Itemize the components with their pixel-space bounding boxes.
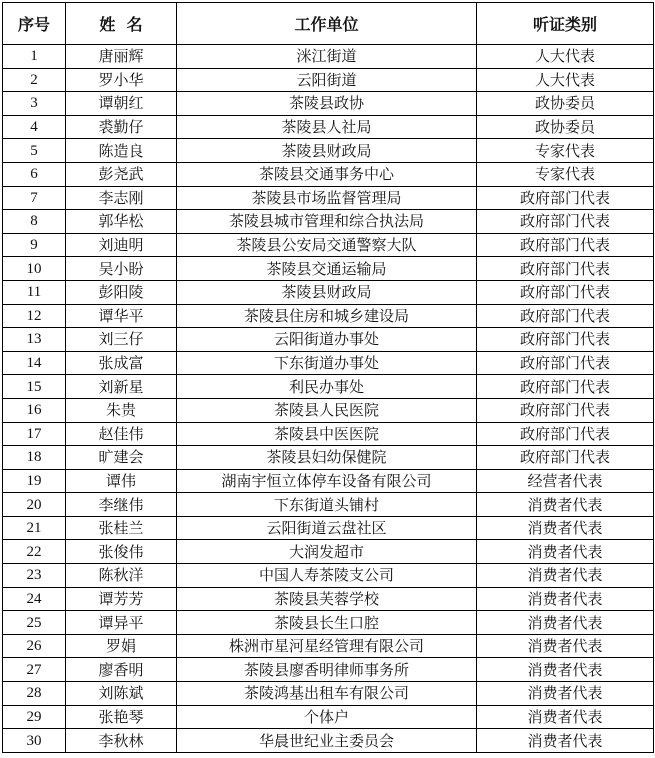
cell-type: 人大代表 xyxy=(477,45,654,69)
cell-no: 12 xyxy=(3,304,66,328)
cell-unit: 茶陵县中医医院 xyxy=(177,422,477,446)
cell-name: 张成富 xyxy=(66,351,177,375)
cell-name: 廖香明 xyxy=(66,658,177,682)
table-row xyxy=(3,210,654,234)
cell-type: 政府部门代表 xyxy=(477,328,654,352)
cell-no: 15 xyxy=(3,375,66,399)
cell-unit: 大润发超市 xyxy=(177,540,477,564)
cell-no: 25 xyxy=(3,611,66,635)
cell-no: 13 xyxy=(3,328,66,352)
table-row xyxy=(3,92,654,116)
cell-unit: 下东街道头铺村 xyxy=(177,493,477,517)
cell-type: 政协委员 xyxy=(477,115,654,139)
cell-type: 政府部门代表 xyxy=(477,351,654,375)
cell-no: 29 xyxy=(3,705,66,729)
cell-no: 8 xyxy=(3,210,66,234)
header-no: 序号 xyxy=(3,3,66,45)
cell-name: 谭芳芳 xyxy=(66,587,177,611)
cell-unit: 茶陵县市场监督管理局 xyxy=(177,186,477,210)
cell-unit: 云阳街道云盘社区 xyxy=(177,516,477,540)
cell-unit: 茶陵县人民医院 xyxy=(177,398,477,422)
cell-name: 彭尧武 xyxy=(66,162,177,186)
cell-name: 罗娟 xyxy=(66,634,177,658)
cell-name: 旷建会 xyxy=(66,446,177,470)
cell-unit: 茶陵县芙蓉学校 xyxy=(177,587,477,611)
cell-unit: 茶陵县财政局 xyxy=(177,280,477,304)
table-row xyxy=(3,186,654,210)
cell-no: 7 xyxy=(3,186,66,210)
header-unit: 工作单位 xyxy=(177,3,477,45)
cell-type: 消费者代表 xyxy=(477,729,654,753)
cell-type: 消费者代表 xyxy=(477,682,654,706)
cell-unit: 茶陵县政协 xyxy=(177,92,477,116)
cell-no: 17 xyxy=(3,422,66,446)
cell-type: 政府部门代表 xyxy=(477,446,654,470)
cell-unit: 茶陵县交通运输局 xyxy=(177,257,477,281)
hearing-participants-table xyxy=(2,2,654,753)
cell-no: 5 xyxy=(3,139,66,163)
table-row xyxy=(3,328,654,352)
cell-unit: 茶陵县财政局 xyxy=(177,139,477,163)
table-row xyxy=(3,68,654,92)
cell-name: 罗小华 xyxy=(66,68,177,92)
cell-unit: 下东街道办事处 xyxy=(177,351,477,375)
cell-unit: 云阳街道 xyxy=(177,68,477,92)
cell-type: 政府部门代表 xyxy=(477,210,654,234)
cell-type: 消费者代表 xyxy=(477,493,654,517)
cell-unit: 茶陵县城市管理和综合执法局 xyxy=(177,210,477,234)
table-row xyxy=(3,422,654,446)
cell-no: 30 xyxy=(3,729,66,753)
table-row xyxy=(3,729,654,753)
cell-name: 唐丽辉 xyxy=(66,45,177,69)
cell-no: 21 xyxy=(3,516,66,540)
cell-unit: 个体户 xyxy=(177,705,477,729)
table-row xyxy=(3,658,654,682)
cell-no: 20 xyxy=(3,493,66,517)
table-row xyxy=(3,45,654,69)
cell-name: 郭华松 xyxy=(66,210,177,234)
table-row xyxy=(3,351,654,375)
cell-name: 陈秋洋 xyxy=(66,564,177,588)
cell-no: 6 xyxy=(3,162,66,186)
cell-no: 11 xyxy=(3,280,66,304)
cell-name: 李继伟 xyxy=(66,493,177,517)
cell-type: 政府部门代表 xyxy=(477,304,654,328)
cell-name: 张俊伟 xyxy=(66,540,177,564)
cell-no: 28 xyxy=(3,682,66,706)
cell-type: 政府部门代表 xyxy=(477,186,654,210)
cell-name: 李志刚 xyxy=(66,186,177,210)
cell-type: 政府部门代表 xyxy=(477,233,654,257)
cell-no: 26 xyxy=(3,634,66,658)
cell-name: 裘勤仔 xyxy=(66,115,177,139)
cell-name: 朱贵 xyxy=(66,398,177,422)
table-row xyxy=(3,469,654,493)
cell-unit: 茶陵县交通事务中心 xyxy=(177,162,477,186)
cell-type: 消费者代表 xyxy=(477,611,654,635)
cell-type: 消费者代表 xyxy=(477,587,654,611)
table-row xyxy=(3,398,654,422)
cell-unit: 茶陵县廖香明律师事务所 xyxy=(177,658,477,682)
cell-no: 27 xyxy=(3,658,66,682)
cell-name: 刘新星 xyxy=(66,375,177,399)
table-row xyxy=(3,446,654,470)
cell-type: 消费者代表 xyxy=(477,705,654,729)
cell-unit: 茶陵鸿基出租车有限公司 xyxy=(177,682,477,706)
table-row xyxy=(3,493,654,517)
cell-name: 陈造良 xyxy=(66,139,177,163)
cell-type: 消费者代表 xyxy=(477,564,654,588)
cell-unit: 云阳街道办事处 xyxy=(177,328,477,352)
table-row xyxy=(3,564,654,588)
cell-no: 23 xyxy=(3,564,66,588)
cell-name: 刘陈斌 xyxy=(66,682,177,706)
cell-name: 谭华平 xyxy=(66,304,177,328)
cell-unit: 湖南宇恒立体停车设备有限公司 xyxy=(177,469,477,493)
cell-no: 2 xyxy=(3,68,66,92)
cell-type: 人大代表 xyxy=(477,68,654,92)
cell-unit: 茶陵县妇幼保健院 xyxy=(177,446,477,470)
cell-no: 24 xyxy=(3,587,66,611)
cell-unit: 洣江街道 xyxy=(177,45,477,69)
cell-type: 消费者代表 xyxy=(477,516,654,540)
cell-name: 张桂兰 xyxy=(66,516,177,540)
cell-type: 政府部门代表 xyxy=(477,280,654,304)
cell-unit: 利民办事处 xyxy=(177,375,477,399)
cell-unit: 茶陵县公安局交通警察大队 xyxy=(177,233,477,257)
cell-no: 18 xyxy=(3,446,66,470)
cell-type: 消费者代表 xyxy=(477,634,654,658)
cell-unit: 株洲市星河星经管理有限公司 xyxy=(177,634,477,658)
cell-name: 刘迪明 xyxy=(66,233,177,257)
cell-name: 张艳琴 xyxy=(66,705,177,729)
cell-name: 李秋林 xyxy=(66,729,177,753)
cell-no: 1 xyxy=(3,45,66,69)
cell-type: 专家代表 xyxy=(477,162,654,186)
cell-unit: 茶陵县长生口腔 xyxy=(177,611,477,635)
table-row xyxy=(3,611,654,635)
table-row xyxy=(3,233,654,257)
table-body xyxy=(3,45,654,753)
cell-name: 刘三仔 xyxy=(66,328,177,352)
table-row xyxy=(3,682,654,706)
cell-type: 消费者代表 xyxy=(477,658,654,682)
table-row xyxy=(3,162,654,186)
cell-unit: 中国人寿茶陵支公司 xyxy=(177,564,477,588)
cell-type: 消费者代表 xyxy=(477,540,654,564)
cell-no: 3 xyxy=(3,92,66,116)
cell-name: 赵佳伟 xyxy=(66,422,177,446)
cell-name: 彭阳陵 xyxy=(66,280,177,304)
cell-type: 专家代表 xyxy=(477,139,654,163)
cell-type: 政府部门代表 xyxy=(477,257,654,281)
table-row xyxy=(3,516,654,540)
header-type: 听证类别 xyxy=(477,3,654,45)
table-row xyxy=(3,115,654,139)
cell-type: 经营者代表 xyxy=(477,469,654,493)
cell-no: 22 xyxy=(3,540,66,564)
cell-name: 谭伟 xyxy=(66,469,177,493)
table-row xyxy=(3,257,654,281)
cell-type: 政协委员 xyxy=(477,92,654,116)
cell-name: 吴小盼 xyxy=(66,257,177,281)
table-row xyxy=(3,634,654,658)
table-row xyxy=(3,375,654,399)
cell-name: 谭朝红 xyxy=(66,92,177,116)
cell-unit: 华晨世纪业主委员会 xyxy=(177,729,477,753)
table-header-row xyxy=(3,3,654,45)
table-row xyxy=(3,280,654,304)
cell-type: 政府部门代表 xyxy=(477,422,654,446)
cell-unit: 茶陵县人社局 xyxy=(177,115,477,139)
table-row xyxy=(3,139,654,163)
cell-no: 16 xyxy=(3,398,66,422)
header-name: 姓 名 xyxy=(66,3,177,45)
cell-type: 政府部门代表 xyxy=(477,375,654,399)
table-row xyxy=(3,705,654,729)
cell-unit: 茶陵县住房和城乡建设局 xyxy=(177,304,477,328)
cell-no: 10 xyxy=(3,257,66,281)
cell-no: 9 xyxy=(3,233,66,257)
table-row xyxy=(3,304,654,328)
cell-type: 政府部门代表 xyxy=(477,398,654,422)
cell-no: 19 xyxy=(3,469,66,493)
table-row xyxy=(3,540,654,564)
cell-no: 14 xyxy=(3,351,66,375)
table-row xyxy=(3,587,654,611)
cell-no: 4 xyxy=(3,115,66,139)
cell-name: 谭异平 xyxy=(66,611,177,635)
